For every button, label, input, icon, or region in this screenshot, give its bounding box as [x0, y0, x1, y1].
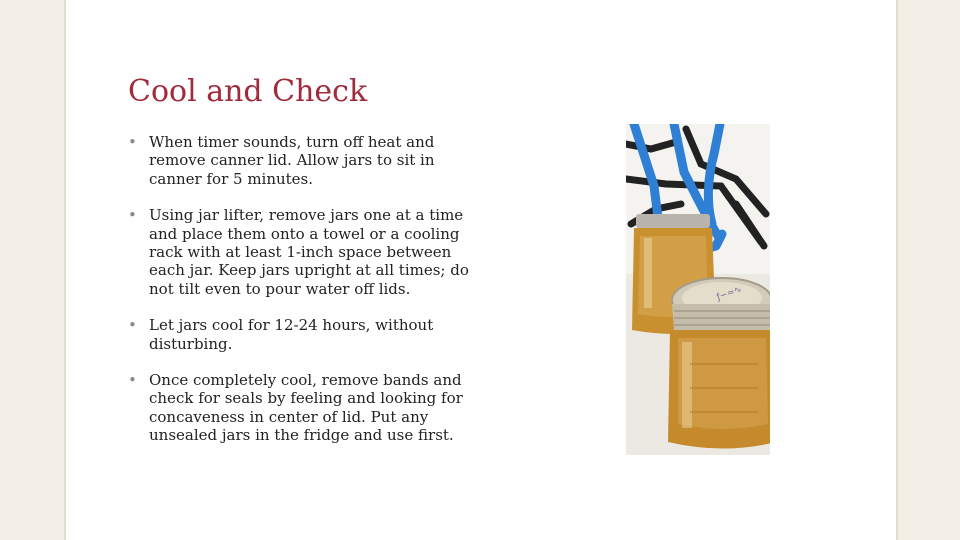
slide-title: Cool and Check — [128, 74, 368, 109]
bullet-list — [128, 133, 480, 463]
bullet-item — [128, 316, 480, 353]
bullet-text: Let jars cool for 12-24 hours, without disturbing. — [149, 316, 434, 353]
bullet-marker: • — [128, 371, 137, 390]
bullet-marker: • — [128, 133, 137, 151]
bullet-marker: • — [128, 316, 137, 335]
bullet-text: Using jar lifter, remove jars one at a time and place them onto a towel or a cooling rack with at least 1-inch space between each jar. Keep jars upright at all times; do not tilt even to pour water off lids. — [149, 206, 469, 298]
canning-jars-photo — [626, 124, 770, 455]
svg-text:ƒ∽≈∿: ƒ∽≈∿ — [715, 284, 744, 303]
bullet-item — [128, 371, 480, 445]
bullet-marker: • — [128, 206, 137, 225]
bullet-item — [128, 206, 480, 298]
bullet-text: When timer sounds, turn off heat and remove canner lid. Allow jars to sit in canner for 5 minutes. — [149, 133, 435, 188]
bullet-text: Once completely cool, remove bands and check for seals by feeling and looking for concaveness in center of lid. Put any unsealed jars in the fridge and use first. — [149, 371, 463, 445]
bullet-item — [128, 133, 480, 188]
